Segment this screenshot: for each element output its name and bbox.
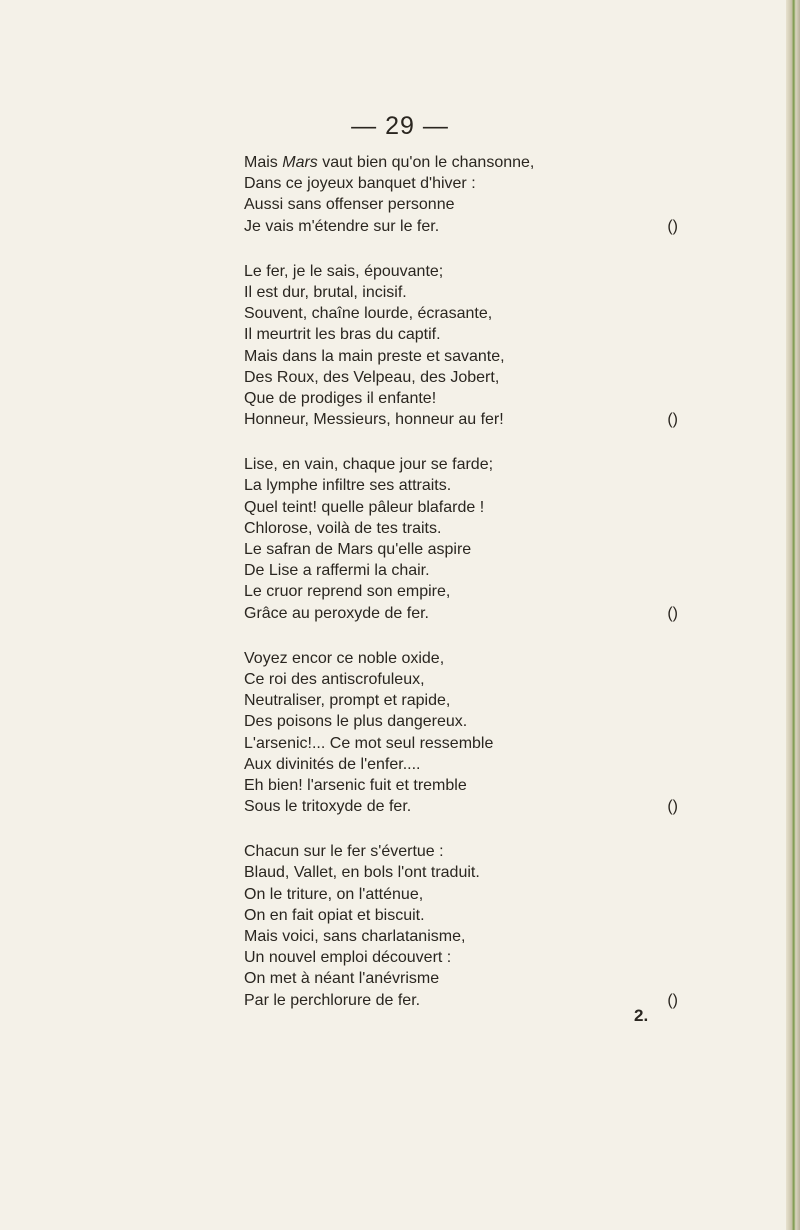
verse-line: Je vais m'étendre sur le fer. (): [244, 216, 664, 237]
verse-line: Dans ce joyeux banquet d'hiver :: [244, 175, 476, 193]
verse-line: Souvent, chaîne lourde, écrasante,: [244, 305, 493, 323]
verse-line: Le fer, je le sais, épouvante;: [244, 262, 444, 280]
verse-line: La lymphe infiltre ses attraits.: [244, 477, 452, 495]
stanza: [244, 841, 678, 1011]
refrain-mark: (): [667, 991, 678, 1009]
verse-line: Des poisons le plus dangereux.: [244, 713, 468, 731]
verse-line: Par le perchlorure de fer. (): [244, 990, 664, 1011]
verse-line: Il est dur, brutal, incisif.: [244, 283, 407, 301]
verse-line: Le safran de Mars qu'elle aspire: [244, 541, 472, 558]
verse-line: Aussi sans offenser personne: [244, 196, 455, 214]
verse-line: Sous le tritoxyde de fer. (): [244, 796, 664, 817]
verse-line: On le triture, on l'atténue,: [244, 885, 424, 903]
verse-line: Que de prodiges il enfante!: [244, 389, 437, 407]
verse-line: Quel teint! quelle pâleur blafarde !: [244, 498, 485, 516]
refrain-mark: (): [667, 604, 678, 622]
poem-body: [244, 152, 678, 1035]
refrain-mark: (): [667, 217, 678, 235]
italic-word: Mars: [282, 154, 318, 171]
verse-line: Voyez encor ce noble oxide,: [244, 649, 445, 667]
verse-line: Aux divinités de l'enfer....: [244, 755, 421, 773]
refrain-mark: (): [667, 411, 678, 429]
signature-mark: 2.: [634, 1006, 649, 1025]
verse-line: De Lise a raffermi la chair.: [244, 562, 430, 580]
verse-line: Honneur, Messieurs, honneur au fer! (): [244, 409, 664, 430]
verse-line: Mais Mars vaut bien qu'on le chansonne,: [244, 154, 535, 171]
verse-line: Ce roi des antiscrofuleux,: [244, 670, 425, 688]
verse-line: Il meurtrit les bras du captif.: [244, 326, 441, 344]
verse-line: Mais voici, sans charlatanisme,: [244, 928, 466, 945]
stanza: [244, 152, 678, 237]
verse-line: On en fait opiat et biscuit.: [244, 906, 425, 924]
verse-line: Le cruor reprend son empire,: [244, 583, 451, 601]
verse-line: Lise, en vain, chaque jour se farde;: [244, 456, 494, 474]
refrain-mark: (): [667, 798, 678, 816]
verse-line: Grâce au peroxyde de fer. (): [244, 603, 664, 624]
verse-line: Eh bien! l'arsenic fuit et tremble: [244, 776, 467, 794]
verse-line: On met à néant l'anévrisme: [244, 970, 440, 988]
verse-line: Un nouvel emploi découvert :: [244, 949, 452, 967]
verse-line: Blaud, Vallet, en bols l'ont traduit.: [244, 864, 480, 882]
stanza: [244, 454, 678, 624]
page-number: — 29 —: [351, 112, 449, 140]
verse-line: Neutraliser, prompt et rapide,: [244, 692, 451, 710]
verse-line: Chlorose, voilà de tes traits.: [244, 519, 442, 537]
verse-line: Chacun sur le fer s'évertue :: [244, 843, 444, 861]
stanza: [244, 261, 678, 431]
verse-line: Mais dans la main preste et savante,: [244, 347, 505, 365]
verse-line: Des Roux, des Velpeau, des Jobert,: [244, 368, 500, 386]
verse-line: L'arsenic!... Ce mot seul ressemble: [244, 734, 494, 752]
stanza: [244, 648, 678, 818]
page-edge: [786, 0, 800, 1230]
